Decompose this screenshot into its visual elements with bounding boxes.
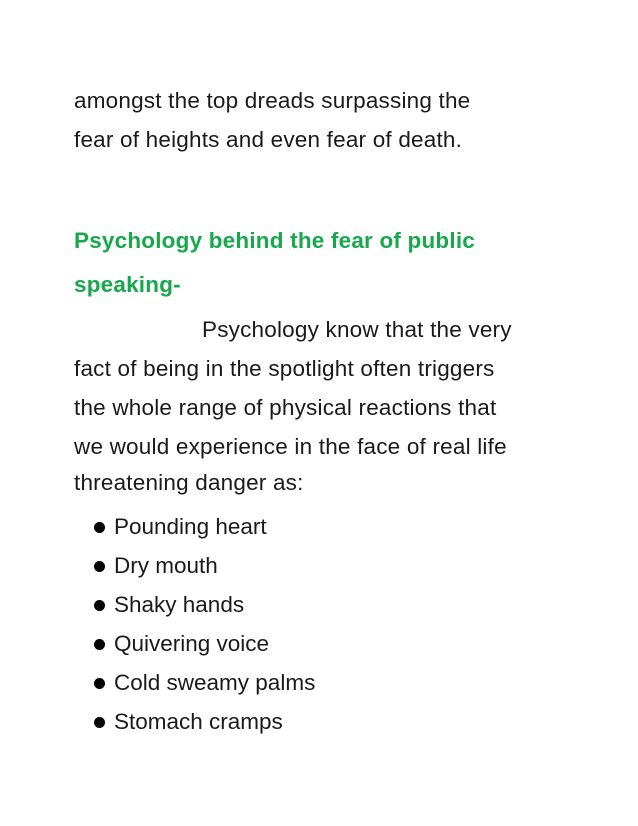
list-item: [74, 551, 315, 590]
section-heading-line: Psychology behind the fear of public: [74, 228, 475, 253]
list-item: [74, 707, 315, 746]
list-item: [74, 668, 315, 707]
section-heading-line: speaking-: [74, 272, 181, 297]
bullet-icon: [94, 639, 105, 650]
paragraph-line: Psychology know that the very: [202, 317, 512, 342]
list-item-label: Pounding heart: [114, 514, 267, 539]
bullet-list: [74, 512, 315, 746]
paragraph-line: the whole range of physical reactions that: [74, 395, 497, 420]
paragraph-line: fear of heights and even fear of death.: [74, 127, 463, 152]
bullet-icon: [94, 600, 105, 611]
list-item-label: Dry mouth: [114, 553, 218, 578]
list-item: [74, 512, 315, 551]
bullet-icon: [94, 561, 105, 572]
list-item-label: Quivering voice: [114, 631, 270, 656]
bullet-icon: [94, 678, 105, 689]
list-item: [74, 590, 315, 629]
paragraph-line: we would experience in the face of real life: [74, 434, 507, 459]
bullet-icon: [94, 717, 105, 728]
list-item-label: Stomach cramps: [114, 709, 283, 734]
list-item-label: Cold sweamy palms: [114, 670, 316, 695]
paragraph-line: amongst the top dreads surpassing the: [74, 88, 471, 113]
paragraph-line: fact of being in the spotlight often triggers: [74, 356, 495, 381]
list-item-label: Shaky hands: [114, 592, 245, 617]
paragraph-line: threatening danger as:: [74, 470, 304, 495]
list-item: [74, 629, 315, 668]
bullet-icon: [94, 522, 105, 533]
